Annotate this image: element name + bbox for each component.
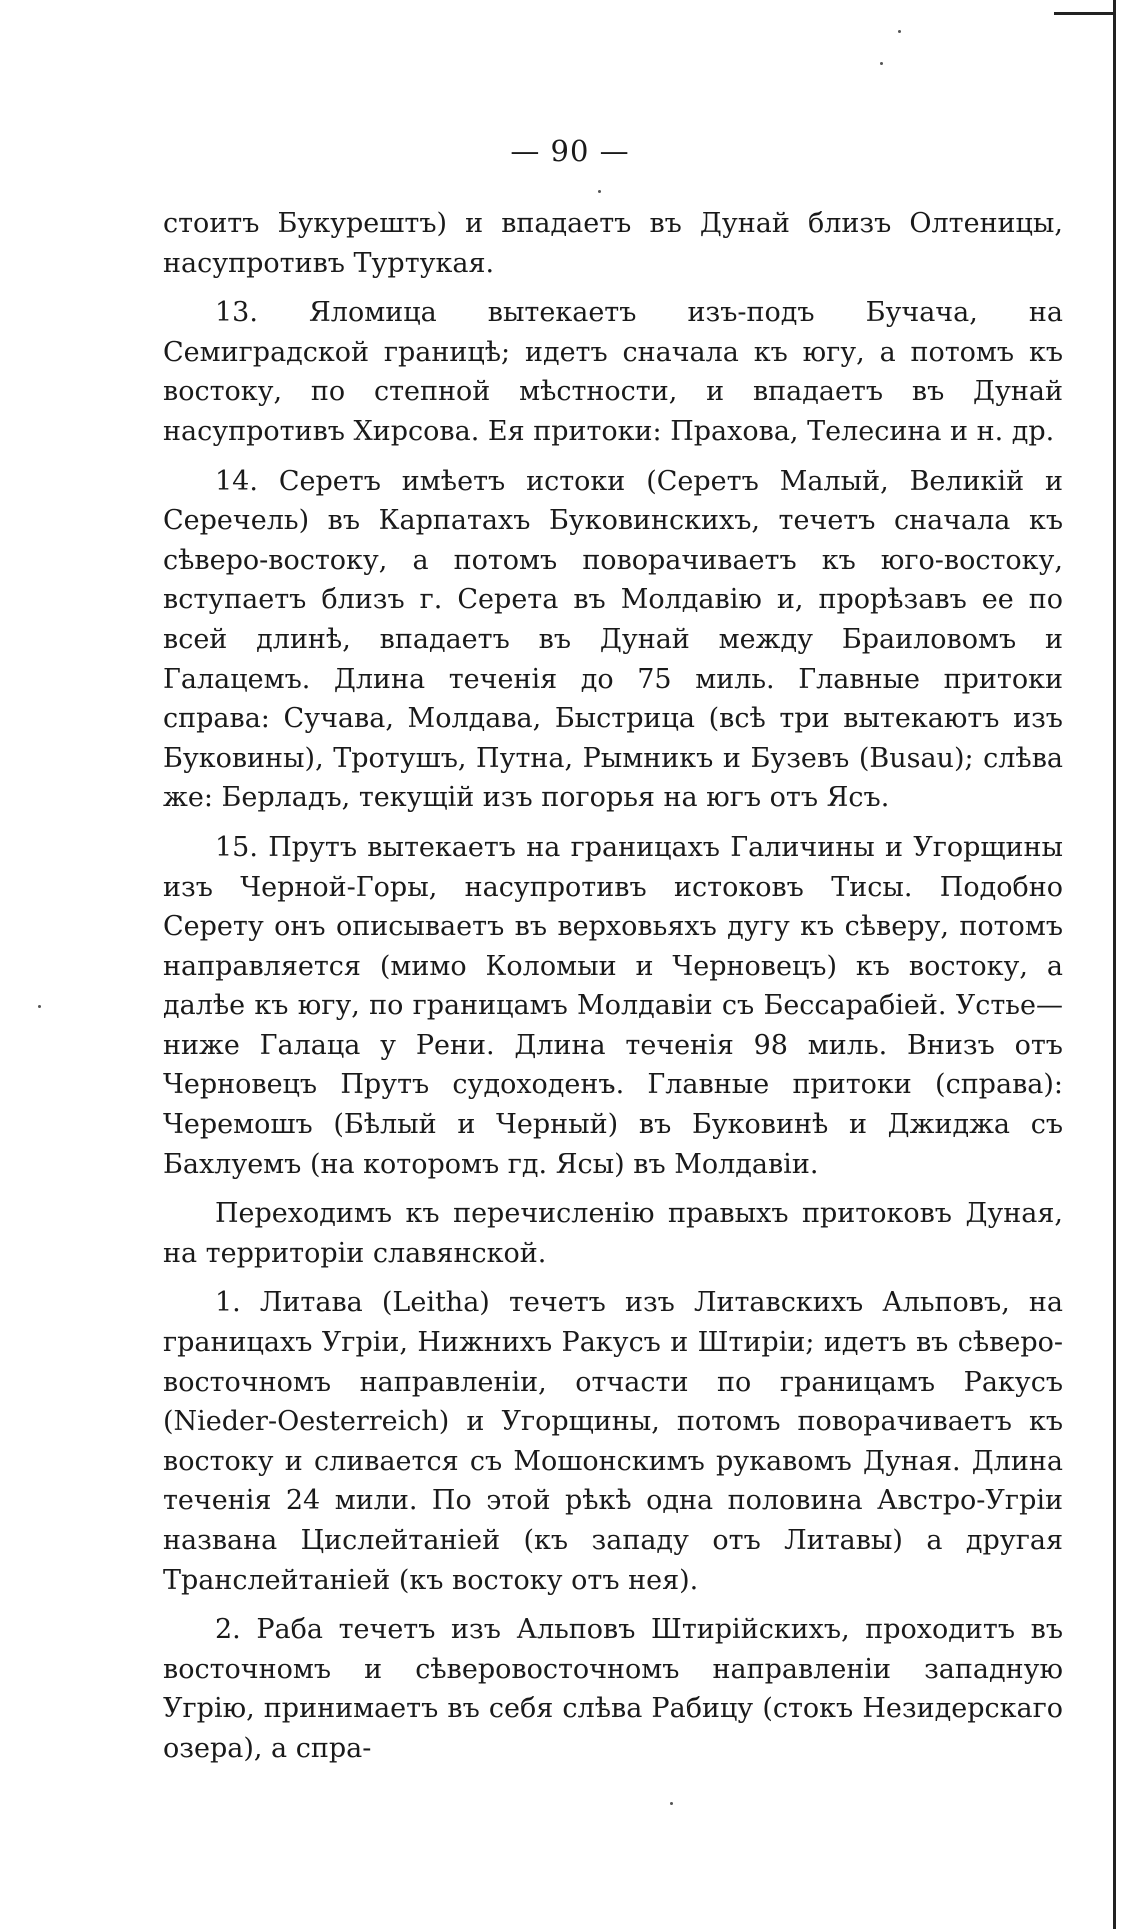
paragraph-continuation: стоитъ Букурештъ) и впадаетъ въ Дунай близъ Олтеницы, насупротивъ Туртукая.: [163, 208, 1063, 279]
page-edge-line: [1113, 0, 1116, 1929]
page-edge-corner: [1054, 12, 1116, 15]
paragraph-leitha: 1. Литава (Leitha) течетъ изъ Литавскихъ Альповъ, на границахъ Угріи, Нижнихъ Ракусъ и Штиріи; идетъ въ сѣверо-восточномъ направленіи, отчасти по границамъ Ракусъ (Nieder-Oesterreich) и Угорщины, потомъ поворачиваетъ къ востоку и сливается съ Мошонскимъ рукавомъ Дуная. Длина теченія 24 мили. По этой рѣкѣ одна половина Австро-Угріи названа Цислейтаніей (къ западу отъ Литавы) а другая Транслейтаніей (къ востоку отъ нея).: [163, 1287, 1063, 1596]
paragraph-ialomita: 13. Яломица вытекаетъ изъ-подъ Бучача, на Семиградской границѣ; идетъ сначала къ югу, а потомъ къ востоку, по степной мѣстности, и впадаетъ въ Дунай насупротивъ Хирсова. Ея притоки: Прахова, Телесина и н. др.: [163, 297, 1063, 447]
paragraph-prut: 15. Прутъ вытекаетъ на границахъ Галичины и Угорщины изъ Черной-Горы, насупротивъ истоковъ Тисы. Подобно Серету онъ описываетъ въ верховьяхъ дугу къ сѣверу, потомъ направляется (мимо Коломыи и Черновецъ) къ востоку, а далѣе къ югу, по границамъ Молдавіи съ Бессарабіей. Устье—ниже Галаца у Рени. Длина теченія 98 миль. Внизъ отъ Черновецъ Прутъ судоходенъ. Главные притоки (справа): Черемошъ (Бѣлый и Черный) въ Буковинѣ и Джиджа съ Бахлуемъ (на которомъ гд. Ясы) въ Молдавіи.: [163, 831, 1063, 1180]
paper-speck: [670, 1802, 673, 1805]
paper-speck: [598, 190, 601, 193]
paragraph-raba: 2. Раба течетъ изъ Альповъ Штирійскихъ, проходитъ въ восточномъ и сѣверовосточномъ направленіи западную Угрію, принимаетъ въ себя слѣва Рабицу (стокъ Незидерскаго озера), а спра-: [163, 1614, 1063, 1764]
body-text: [163, 204, 1063, 1769]
paragraph-siret: 14. Серетъ имѣетъ истоки (Серетъ Малый, Великій и Серечель) въ Карпатахъ Буковинскихъ, течетъ сначала къ сѣверо-востоку, а потомъ поворачиваетъ къ юго-востоку, вступаетъ близъ г. Серета въ Молдавію и, прорѣзавъ ее по всей длинѣ, впадаетъ въ Дунай между Браиловомъ и Галацемъ. Длина теченія до 75 миль. Главные притоки справа: Сучава, Молдава, Быстрица (всѣ три вытекаютъ изъ Буковины), Тротушъ, Путна, Рымникъ и Бузевъ (Busau); слѣва же: Берладъ, текущій изъ погорья на югъ отъ Ясъ.: [163, 465, 1063, 814]
paper-speck: [38, 1005, 41, 1008]
paper-speck: [880, 62, 883, 65]
page-number: — 90 —: [510, 134, 630, 168]
paragraph-transition: Переходимъ къ перечисленію правыхъ притоковъ Дуная, на территоріи славянской.: [163, 1198, 1063, 1269]
paper-speck: [898, 30, 901, 33]
